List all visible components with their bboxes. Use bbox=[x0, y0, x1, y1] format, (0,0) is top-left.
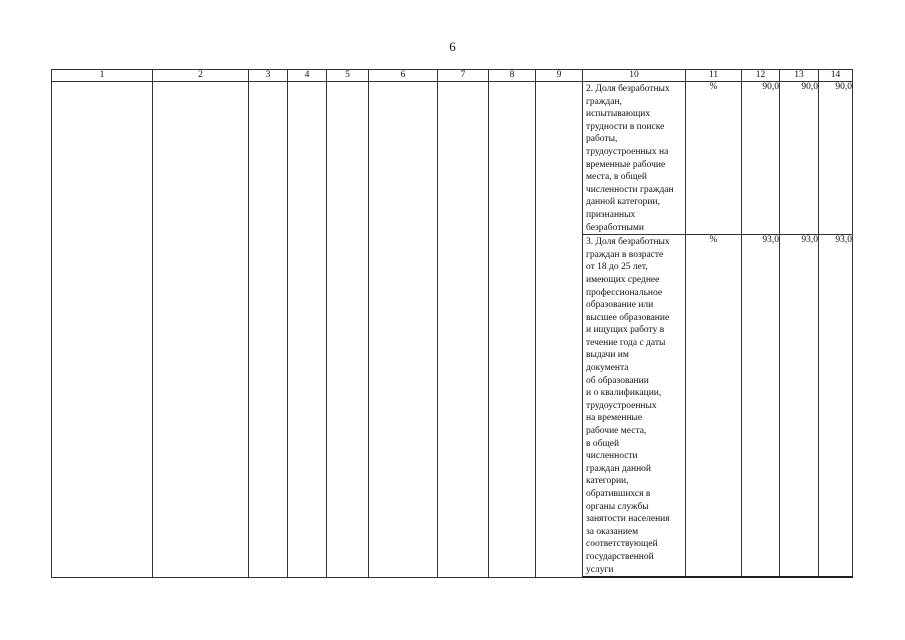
column-header-13: 13 bbox=[780, 70, 819, 82]
value-cell-12: 93,0 bbox=[742, 235, 780, 578]
page-number: 6 bbox=[449, 39, 456, 54]
empty-cell-col-2 bbox=[153, 82, 249, 578]
empty-cell-col-9 bbox=[536, 82, 583, 578]
indicator-cell bbox=[583, 235, 686, 578]
column-header-4: 4 bbox=[288, 70, 327, 82]
indicator-text: 3. Доля безработных граждан в возрасте от 18 до 25 лет, имеющих среднее профессиональное образование или высшее образование и ищущих работу в течение года с даты выдачи им документа об образовании и о квалификации, трудоустроенных на временные рабочие места, в общей численности граждан данной категории, обратившихся в органы службы занятости населения за оказанием соответствующей государственной услуги bbox=[586, 237, 670, 575]
program-indicators-table bbox=[51, 69, 853, 578]
empty-cell-col-8 bbox=[489, 82, 536, 578]
column-header-11: 11 bbox=[686, 70, 742, 82]
value-cell-12: 90,0 bbox=[742, 82, 780, 235]
value-cell-13: 90,0 bbox=[780, 82, 819, 235]
column-header-8: 8 bbox=[489, 70, 536, 82]
table-row bbox=[52, 82, 853, 235]
unit-cell: % bbox=[686, 235, 742, 578]
column-header-12: 12 bbox=[742, 70, 780, 82]
column-header-9: 9 bbox=[536, 70, 583, 82]
empty-cell-col-4 bbox=[288, 82, 327, 578]
empty-cell-col-1 bbox=[52, 82, 153, 578]
column-header-14: 14 bbox=[819, 70, 853, 82]
indicator-text: 2. Доля безработных граждан, испытывающих трудности в поиске работы, трудоустроенных на временные рабочие места, в общей численности граждан данной категории, признанных безработными bbox=[586, 84, 674, 233]
column-header-7: 7 bbox=[438, 70, 489, 82]
column-header-3: 3 bbox=[249, 70, 288, 82]
column-header-2: 2 bbox=[153, 70, 249, 82]
empty-cell-col-5 bbox=[327, 82, 369, 578]
empty-cell-col-6 bbox=[369, 82, 438, 578]
column-header-5: 5 bbox=[327, 70, 369, 82]
indicator-cell bbox=[583, 82, 686, 235]
value-cell-14: 90,0 bbox=[819, 82, 853, 235]
empty-cell-col-7 bbox=[438, 82, 489, 578]
column-header-10: 10 bbox=[583, 70, 686, 82]
value-cell-14: 93,0 bbox=[819, 235, 853, 578]
value-cell-13: 93,0 bbox=[780, 235, 819, 578]
column-number-row bbox=[52, 70, 853, 82]
unit-cell: % bbox=[686, 82, 742, 235]
column-header-1: 1 bbox=[52, 70, 153, 82]
empty-cell-col-3 bbox=[249, 82, 288, 578]
column-header-6: 6 bbox=[369, 70, 438, 82]
